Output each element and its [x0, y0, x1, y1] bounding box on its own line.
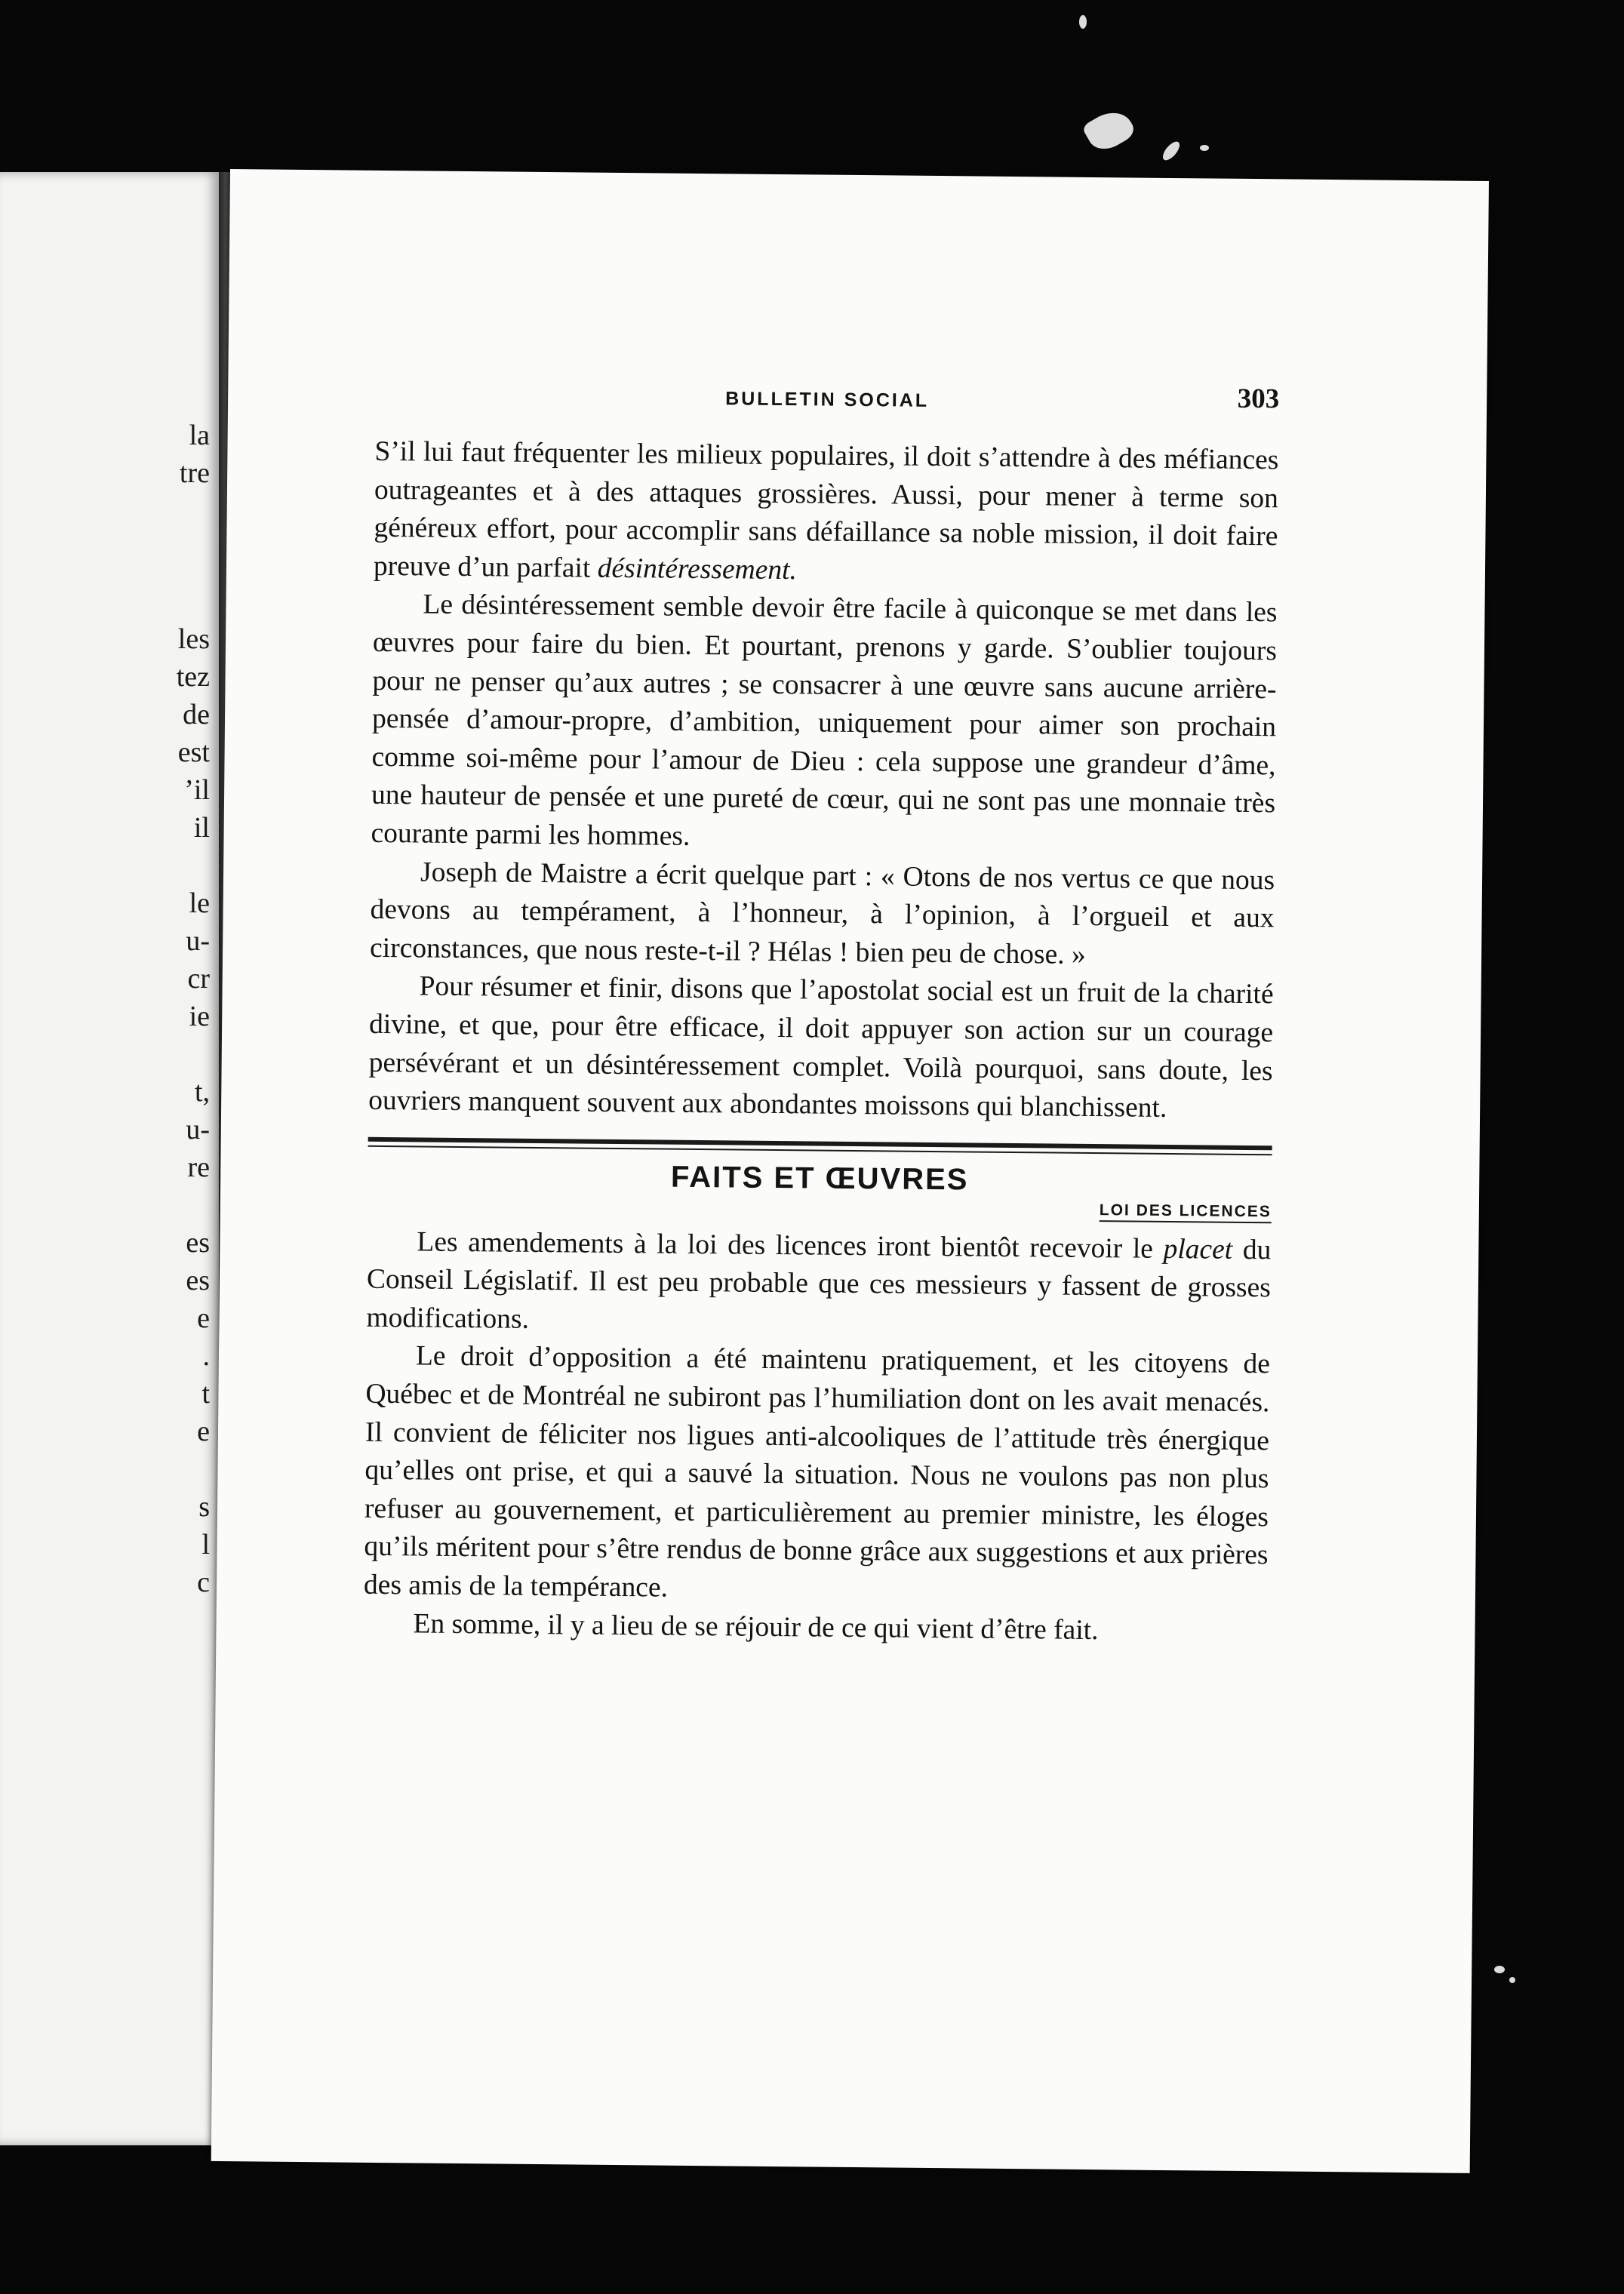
left-page-fragment: ie [189, 1001, 210, 1032]
left-page-fragment: tez [176, 661, 210, 693]
left-page-fragment: u- [186, 925, 210, 957]
left-page-fragment: est [177, 736, 210, 768]
paragraph: Le désintéressement semble devoir être facile à quiconque se met dans les œuvres pour faire du bien. Et pourtant, prenons y garde. S’oublier toujours pour ne penser qu’aux autres ; se consacrer à une œuvre sans aucune arrière-pensée d’amour-propre, d’ambition, uniquement pour aimer son prochain comme soi-même pour l’amour de Dieu : cela suppose une grandeur d’âme, une hauteur de pensée et une pureté de cœur, qui ne sont pas une monnaie très courante parmi les hommes. [371, 589, 1278, 852]
scan-speck [1509, 1977, 1515, 1983]
paragraph: En somme, il y a lieu de se réjouir de ce qui vient d’être fait. [413, 1608, 1099, 1646]
paragraph-text: Les amendements à la loi des licences iront bientôt recevoir le [417, 1226, 1154, 1265]
italic-text: placet [1163, 1233, 1233, 1265]
left-page-fragment: t [201, 1378, 210, 1410]
page-number: 303 [1237, 383, 1280, 415]
page-content [363, 374, 1279, 1652]
left-page-fragment: cr [187, 963, 210, 995]
left-page-fragment: t, [194, 1076, 210, 1108]
running-header-title: BULLETIN SOCIAL [725, 388, 930, 411]
paragraph [366, 1222, 1271, 1345]
divider-rule-thick [368, 1136, 1272, 1149]
left-page-fragment: es [186, 1227, 210, 1259]
book-page [211, 169, 1489, 2173]
scan-speck [1200, 145, 1209, 151]
left-page-fragment: de [183, 699, 210, 730]
running-header [375, 374, 1280, 428]
paragraph [374, 433, 1279, 595]
paragraph-text: S’il lui faut fréquenter les milieux populaires, il doit s’attendre à des méfiances outrageantes et à des attaques grossières. Aussi, pour mener à terme son généreux effort, pour accomplir sans défaillance sa noble mission, il doit faire preuve d’un parfait [373, 435, 1279, 584]
scan-speck [1081, 104, 1137, 156]
previous-page-edge [0, 172, 220, 2145]
left-page-fragment: tre [179, 457, 210, 489]
paragraph: Pour résumer et finir, disons que l’apostolat social est un fruit de la charité divine, et que, pour être efficace, il doit appuyer son action sur un courage persévérant et un désintéressement complet. Voilà pourquoi, sans doute, les ouvriers manquent souvent aux abondantes moissons qui blanchissent. [368, 970, 1274, 1124]
paragraph: Le droit d’opposition a été maintenu pratiquement, et les citoyens de Québec et de Montréal ne subiront pas l’humiliation dont on les avait menacés. Il convient de féliciter nos ligues anti-alcooliques de l’attitude très énergique qu’elles ont prise, et qui a sauvé la situation. Nous ne voulons pas non plus refuser au gouvernement, et particulièrement au premier ministre, les éloges qu’ils méritent pour s’être rendus de bonne grâce aux suggestions et aux prières des amis de la tempérance. [363, 1340, 1271, 1604]
left-page-fragment: u- [186, 1114, 210, 1145]
section-subtitle-text: LOI DES LICENCES [1100, 1201, 1272, 1223]
section-divider [368, 1136, 1272, 1155]
left-page-fragment: e [197, 1416, 210, 1447]
left-page-fragment: c [197, 1567, 210, 1598]
section-title: FAITS ET ŒUVRES [670, 1160, 969, 1197]
italic-text: désintéressement. [597, 552, 798, 586]
paragraph-text: du Conseil Législatif. Il est peu probable que ces messieurs y fassent de grosses modifications. [366, 1234, 1272, 1335]
paragraph: Joseph de Maistre a écrit quelque part : « Otons de nos vertus ce que nous devons au tempérament, à l’honneur, à l’opinion, à l’orgueil et aux circonstances, que nous reste-t-il ? Hélas ! bien peu de chose. » [369, 856, 1275, 970]
left-page-fragment: ’il [184, 774, 210, 806]
left-page-fragment: il [193, 812, 210, 844]
left-page-fragment: l [201, 1529, 210, 1561]
left-page-fragment: es [186, 1265, 210, 1296]
left-page-fragment: e [197, 1302, 210, 1334]
left-page-fragment: la [189, 420, 210, 451]
scan-speck [1079, 15, 1087, 29]
left-page-fragment: . [202, 1340, 210, 1372]
left-page-fragment: re [187, 1152, 210, 1183]
scan-speck [1160, 139, 1183, 163]
left-page-fragment: le [189, 887, 210, 919]
left-page-fragment: les [177, 623, 210, 655]
left-page-fragment: s [198, 1491, 210, 1523]
scan-speck [1494, 1966, 1505, 1973]
